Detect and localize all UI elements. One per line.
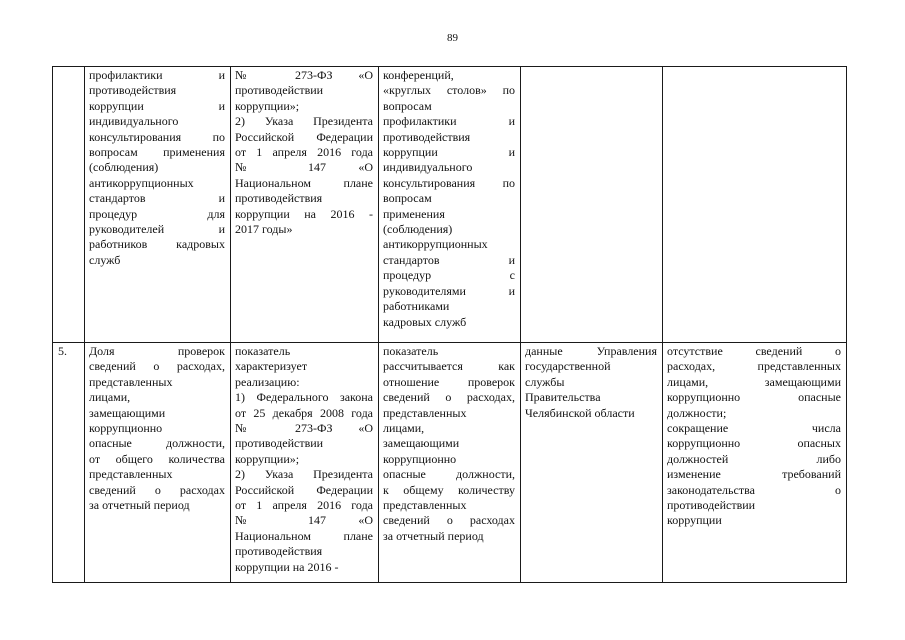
indicator-cell — [85, 343, 231, 583]
cell-text-line: противодействия — [235, 544, 323, 559]
factors-cell — [663, 67, 847, 343]
cell-text-line: индивидуального — [383, 160, 473, 175]
cell-text-line: № 273-ФЗ «О — [235, 68, 373, 82]
cell-text-line: коррупции»; — [235, 98, 300, 113]
source-cell — [521, 67, 663, 343]
cell-text-line: коррупции»; — [235, 451, 300, 466]
legal-basis-cell — [231, 343, 379, 583]
cell-text-line: Челябинской области — [525, 405, 635, 420]
cell-text-line: Национальном плане — [235, 175, 373, 190]
cell-text-line: руководителями и — [383, 283, 515, 298]
cell-text-line: руководителей и — [89, 222, 225, 237]
cell-text-line: процедур с — [383, 268, 515, 283]
cell-text-line: вопросам применения — [89, 145, 225, 160]
cell-text-line: стандартов и — [89, 191, 225, 206]
cell-text-line: опасные должности, — [383, 467, 515, 482]
cell-text-line: коррупции — [667, 513, 722, 528]
cell-text-line: законодательства о — [667, 482, 841, 497]
cell-text-line: вопросам — [383, 191, 432, 206]
cell-text-line: должностей либо — [667, 451, 841, 466]
cell-text-line: № 147 «О — [235, 160, 373, 175]
cell-text-line: представленных — [383, 405, 467, 420]
cell-text-line: от 25 декабря 2008 года — [235, 405, 373, 420]
cell-text-line: коррупции и — [89, 98, 225, 113]
cell-text-line: индивидуального — [89, 114, 179, 129]
cell-text-line: 1) Федерального закона — [235, 390, 373, 405]
cell-text-line: коррупционно — [89, 421, 163, 436]
cell-text-line: Доля проверок — [89, 344, 225, 358]
cell-text-line: работниками — [383, 299, 450, 314]
cell-text-line: показатель — [235, 344, 291, 358]
cell-text-line: государственной — [525, 359, 611, 374]
cell-text-line: характеризует — [235, 359, 308, 374]
cell-text-line: замещающими — [89, 405, 166, 420]
cell-text-line: лицами, замещающими — [667, 374, 841, 389]
cell-text-line: служб — [89, 252, 121, 267]
cell-text-line: «круглых столов» по — [383, 83, 515, 98]
cell-text-line: антикоррупционных — [383, 237, 488, 252]
cell-text-line: Национальном плане — [235, 528, 373, 543]
indicators-table — [52, 66, 847, 583]
cell-text-line: (соблюдения) — [89, 160, 159, 175]
cell-text-line: рассчитывается как — [383, 359, 515, 374]
cell-text-line: конференций, — [383, 68, 454, 82]
cell-text-line: консультирования по — [383, 175, 515, 190]
cell-text-line: отношение проверок — [383, 374, 515, 389]
cell-text-line: коррупции на 2016 - — [235, 559, 339, 574]
cell-text-line: коррупционно — [383, 451, 457, 466]
cell-text-line: коррупционно опасных — [667, 436, 841, 451]
cell-text-line: противодействия — [383, 129, 471, 144]
cell-text-line: от 1 апреля 2016 года — [235, 145, 373, 160]
cell-text-line: профилактики и — [383, 114, 515, 129]
cell-text-line: расходах, представленных — [667, 359, 841, 374]
cell-text-line: коррупции на 2016 - — [235, 206, 373, 221]
cell-text-line: противодействии — [667, 498, 756, 513]
cell-text-line: к общему количеству — [383, 482, 515, 497]
cell-text-line: сокращение числа — [667, 421, 841, 436]
cell-text-line: стандартов и — [383, 252, 515, 267]
cell-text-line: противодействии — [235, 436, 324, 451]
factors-cell — [663, 343, 847, 583]
cell-text-line: сведений о расходах — [383, 513, 515, 528]
cell-text-line: службы — [525, 374, 565, 389]
calculation-cell — [379, 343, 521, 583]
cell-text-line: данные Управления — [525, 344, 657, 358]
cell-text-line: от общего количества — [89, 451, 225, 466]
cell-text-line: Российской Федерации — [235, 482, 373, 497]
cell-text-line: противодействии — [235, 83, 324, 98]
cell-text-line: опасные должности, — [89, 436, 225, 451]
cell-text-line: антикоррупционных — [89, 175, 194, 190]
cell-text-line: лицами, — [89, 390, 131, 405]
cell-text-line: вопросам — [383, 98, 432, 113]
cell-text-line: процедур для — [89, 206, 225, 221]
cell-text-line: сведений о расходах — [89, 482, 225, 497]
cell-text-line: № 147 «О — [235, 513, 373, 528]
source-cell — [521, 343, 663, 583]
cell-text-line: за отчетный период — [383, 528, 484, 543]
cell-text-line: коррупции и — [383, 145, 515, 160]
cell-text-line: должности; — [667, 405, 727, 420]
cell-text-line: консультирования по — [89, 129, 225, 144]
cell-text-line: работников кадровых — [89, 237, 225, 252]
cell-text-line: показатель — [383, 344, 439, 358]
cell-text-line: 2) Указа Президента — [235, 467, 373, 482]
cell-text-line: от 1 апреля 2016 года — [235, 498, 373, 513]
cell-text-line: Российской Федерации — [235, 129, 373, 144]
cell-text-line: противодействия — [89, 83, 177, 98]
cell-text-line: представленных — [89, 374, 173, 389]
cell-text-line: Правительства — [525, 390, 601, 405]
row-number-cell — [53, 67, 85, 343]
cell-text-line: лицами, — [383, 421, 425, 436]
cell-text-line: № 273-ФЗ «О — [235, 421, 373, 436]
cell-text-line: сведений о расходах, — [383, 390, 515, 405]
cell-text-line: за отчетный период — [89, 498, 190, 513]
cell-text-line: применения — [383, 206, 445, 221]
cell-text-line: кадровых служб — [383, 314, 467, 329]
cell-text-line: замещающими — [383, 436, 460, 451]
cell-text-line: коррупционно опасные — [667, 390, 841, 405]
cell-text-line: отсутствие сведений о — [667, 344, 841, 358]
cell-text-line: сведений о расходах, — [89, 359, 225, 374]
cell-text-line: изменение требований — [667, 467, 841, 482]
cell-text-line: противодействия — [235, 191, 323, 206]
cell-text-line: представленных — [89, 467, 173, 482]
calculation-cell — [379, 67, 521, 343]
cell-text-line: 2) Указа Президента — [235, 114, 373, 129]
cell-text-line: реализацию: — [235, 374, 300, 389]
indicator-cell — [85, 67, 231, 343]
row-number-cell: 5. — [53, 343, 85, 583]
cell-text-line: (соблюдения) — [383, 222, 453, 237]
legal-basis-cell — [231, 67, 379, 343]
page-number: 89 — [447, 32, 458, 44]
table-row — [53, 343, 847, 583]
cell-text-line: профилактики и — [89, 68, 225, 82]
cell-text-line: 2017 годы» — [235, 222, 293, 237]
cell-text-line: представленных — [383, 498, 467, 513]
table-row — [53, 67, 847, 343]
